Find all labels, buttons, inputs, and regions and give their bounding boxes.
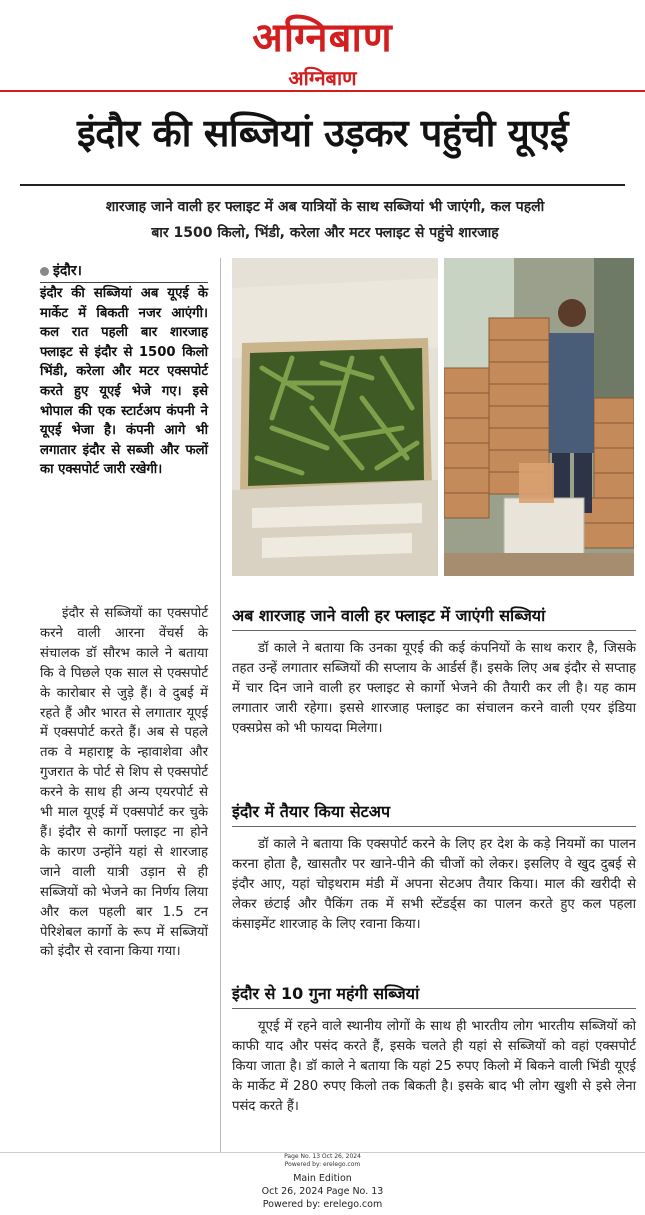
masthead-divider xyxy=(0,90,645,92)
section-paragraph: यूएई में रहने वाले स्थानीय लोगों के साथ ही भारतीय लोग भारतीय सब्जियों को काफी याद और पसंद करते हैं, इसके चलते ही यहां से सब्जियों को वहां एक्सपोर्ट किया जाता है। डॉ काले ने बताया कि यहां 25 रुपए किलो में बिकने वाली भिंडी यूएई के मार्केट में 280 रुपए किलो तक बिकती है। इसके बाद भी लोग खुशी से इसे लेना पसंद करते हैं। xyxy=(232,1019,636,1114)
section-title: इंदौर में तैयार किया सेटअप xyxy=(232,800,636,827)
section-title: अब शारजाह जाने वाली हर फ्लाइट में जाएंगी सब्जियां xyxy=(232,604,636,631)
footer-small-page: Page No. 13 Oct 26, 2024 xyxy=(284,1153,361,1160)
article-subhead xyxy=(30,194,620,246)
section-paragraph: डॉ काले ने बताया कि उनका यूएई की कई कंपनियों के साथ करार है, जिसके तहत उन्हें लगातार सब्जियों की सप्लाय के आर्डर्स हैं। इसके लिए अब इंदौर से सप्ताह में चार दिन जाने वाली हर फ्लाइट से कार्गो भेजने की तैयारी कर ली है। यह काम लगातार जारी रहेगा। इससे शारजाह फ्लाइट का संचालन करने वाली एयर इंडिया एक्सप्रेस को भी फायदा मिलेगा। xyxy=(232,641,636,736)
section-body xyxy=(232,835,636,935)
dateline-text: इंदौर। xyxy=(53,263,82,279)
section-body xyxy=(232,639,636,739)
dateline xyxy=(40,261,208,283)
left-column-paragraph: इंदौर से सब्जियों का एक्सपोर्ट करने वाली आरना वेंचर्स के संचालक डॉ सौरभ काले ने बताया कि वे पिछले एक साल से एक्सपोर्ट के कारोबार से जुड़े हैं। वे दुबई में रहते हैं और भारत से लगातार यूएई में एक्सपोर्ट करते हैं। अब से पहले तक वे महाराष्ट्र के न्हावाशेवा और गुजरात के पोर्ट से शिप से एक्सपोर्ट करने के साथ ही अन्य एयरपोर्ट से भी माल यूएई में एक्सपोर्ट कर चुके हैं। इंदौर से कार्गो फ्लाइट ना होने के कारण उन्होंने यहां से शारजाह जाने वाली यात्री उड़ान से ही सब्जियों को भेजने का निर्णय लिया और कल पहली बार 1.5 टन पेरिशेबल कार्गो के रूप में सब्जियों को इंदौर से रवाना किया गया। xyxy=(40,606,208,960)
lead-paragraph: इंदौर की सब्जियां अब यूएई के मार्केट में बिकती नजर आएंगी। कल रात पहली बार शारजाह फ्लाइट से इंदौर से 1500 किलो भिंडी, करेला और मटर एक्सपोर्ट करते हुए यूएई भेजे गए। इसे भोपाल की एक स्टार्टअप कंपनी ने यूएई भेजा है। कंपनी आगे भी लगातार इंदौर से सब्जी और फलों का एक्सपोर्ट जारी रखेगी। xyxy=(40,286,208,478)
column-divider xyxy=(220,258,221,1153)
footer-date-page: Oct 26, 2024 Page No. 13 xyxy=(261,1186,384,1197)
newspaper-logo: अग्निबाण xyxy=(252,14,393,61)
section-paragraph: डॉ काले ने बताया कि एक्सपोर्ट करने के लिए हर देश के कड़े नियमों का पालन करना होता है, खासतौर पर खाने-पीने की चीजों को लेकर। इसलिए वे खुद दुबई से इंदौर आए, यहां चोइथराम मंडी में अपना सेटअप तैयार किया। माल की खरीदी से लेकर छंटाई और पैकिंग तक में सभी स्टेंडर्ड्स का पालन करते हुए कल पहला कंसाइमेंट शारजाह के लिए रवाना किया। xyxy=(232,837,636,932)
footer xyxy=(0,1172,645,1211)
footer-edition: Main Edition xyxy=(293,1173,352,1184)
packed-boxes-illustration xyxy=(444,258,634,576)
okra-box-illustration xyxy=(232,258,438,576)
section-prices xyxy=(232,982,636,1117)
footer-powered: Powered by: erelego.com xyxy=(262,1199,383,1210)
newspaper-logo-secondary: अग्निबाण xyxy=(288,66,357,90)
left-column-body xyxy=(40,604,208,962)
okra-box-photo xyxy=(232,258,438,576)
bullet-dot-icon xyxy=(40,267,49,276)
section-flights xyxy=(232,604,636,739)
footer-small-powered: Powered by: erelego.com xyxy=(284,1161,361,1168)
section-body xyxy=(232,1017,636,1117)
subhead-line-1: शारजाह जाने वाली हर फ्लाइट में अब यात्रियों के साथ सब्जियां भी जाएंगी, कल पहली xyxy=(105,199,545,215)
packed-boxes-photo xyxy=(444,258,634,576)
subhead-line-2: बार 1500 किलो, भिंडी, करेला और मटर फ्लाइट से पहुंचे शारजाह xyxy=(151,225,499,241)
section-setup xyxy=(232,800,636,935)
masthead xyxy=(0,0,645,92)
footer-small-text xyxy=(0,1153,645,1169)
section-title: इंदौर से 10 गुना महंगी सब्जियां xyxy=(232,982,636,1009)
headline-divider xyxy=(20,184,625,186)
article-headline: इंदौर की सब्जियां उड़कर पहुंची यूएई xyxy=(77,111,568,155)
